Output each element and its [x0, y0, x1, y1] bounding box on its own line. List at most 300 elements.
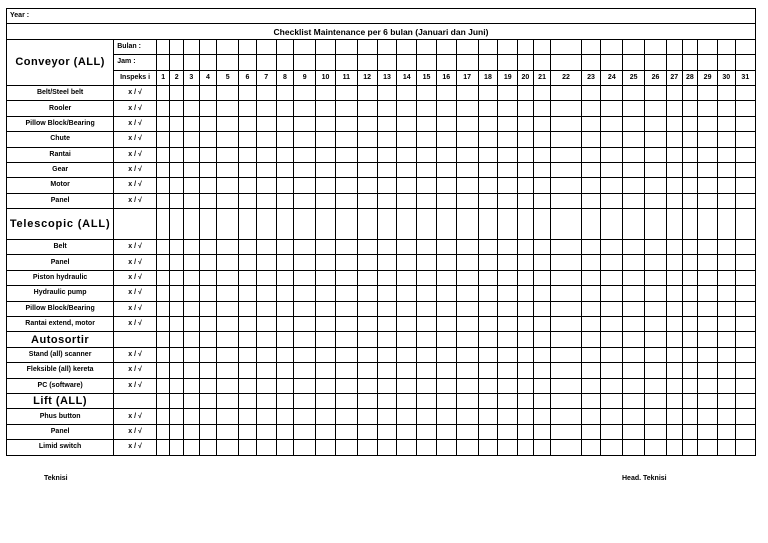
check-cell[interactable]: [256, 378, 276, 393]
check-cell[interactable]: [294, 286, 316, 301]
check-cell[interactable]: [498, 209, 518, 240]
check-cell[interactable]: [478, 363, 498, 378]
check-cell[interactable]: [551, 255, 581, 270]
check-cell[interactable]: [170, 286, 184, 301]
check-cell[interactable]: [666, 347, 682, 362]
check-cell[interactable]: [623, 317, 645, 332]
check-cell[interactable]: [682, 132, 698, 147]
check-cell[interactable]: [316, 347, 336, 362]
check-cell[interactable]: [170, 193, 184, 208]
check-cell[interactable]: [645, 332, 667, 347]
check-cell[interactable]: [239, 332, 257, 347]
check-cell[interactable]: [717, 317, 735, 332]
check-cell[interactable]: [551, 301, 581, 316]
check-cell[interactable]: [183, 347, 199, 362]
check-cell[interactable]: [156, 332, 170, 347]
check-cell[interactable]: [183, 132, 199, 147]
check-cell[interactable]: [601, 378, 623, 393]
check-cell[interactable]: [276, 85, 294, 100]
check-cell[interactable]: [717, 39, 735, 54]
check-cell[interactable]: [170, 85, 184, 100]
check-cell[interactable]: [551, 85, 581, 100]
check-cell[interactable]: [316, 424, 336, 439]
check-cell[interactable]: [357, 393, 377, 408]
check-cell[interactable]: [436, 162, 456, 177]
check-cell[interactable]: [357, 332, 377, 347]
check-cell[interactable]: [623, 39, 645, 54]
check-cell[interactable]: [735, 424, 755, 439]
check-cell[interactable]: [170, 116, 184, 131]
check-cell[interactable]: [645, 286, 667, 301]
check-cell[interactable]: [623, 347, 645, 362]
check-cell[interactable]: [533, 193, 551, 208]
check-cell[interactable]: [478, 162, 498, 177]
check-cell[interactable]: [498, 85, 518, 100]
check-cell[interactable]: [645, 147, 667, 162]
check-cell[interactable]: [518, 240, 534, 255]
check-cell[interactable]: [417, 55, 437, 70]
check-cell[interactable]: [276, 378, 294, 393]
check-cell[interactable]: [717, 178, 735, 193]
check-cell[interactable]: [698, 363, 718, 378]
check-cell[interactable]: [294, 85, 316, 100]
check-cell[interactable]: [156, 132, 170, 147]
check-cell[interactable]: [581, 147, 601, 162]
check-cell[interactable]: [478, 332, 498, 347]
check-cell[interactable]: [256, 39, 276, 54]
check-cell[interactable]: [518, 286, 534, 301]
check-cell[interactable]: [417, 162, 437, 177]
check-cell[interactable]: [498, 255, 518, 270]
check-cell[interactable]: [645, 132, 667, 147]
check-cell[interactable]: [170, 270, 184, 285]
check-cell[interactable]: [518, 178, 534, 193]
check-cell[interactable]: [478, 132, 498, 147]
check-cell[interactable]: [623, 378, 645, 393]
check-cell[interactable]: [698, 209, 718, 240]
check-cell[interactable]: [601, 55, 623, 70]
check-cell[interactable]: [735, 116, 755, 131]
check-cell[interactable]: [601, 240, 623, 255]
check-cell[interactable]: [199, 347, 217, 362]
check-cell[interactable]: [397, 317, 417, 332]
check-cell[interactable]: [518, 332, 534, 347]
check-cell[interactable]: [417, 286, 437, 301]
check-cell[interactable]: [498, 116, 518, 131]
check-cell[interactable]: [698, 424, 718, 439]
check-cell[interactable]: [256, 286, 276, 301]
check-cell[interactable]: [581, 85, 601, 100]
check-cell[interactable]: [170, 363, 184, 378]
check-cell[interactable]: [294, 393, 316, 408]
check-cell[interactable]: [417, 132, 437, 147]
check-cell[interactable]: [645, 162, 667, 177]
check-cell[interactable]: [417, 378, 437, 393]
check-cell[interactable]: [601, 286, 623, 301]
check-cell[interactable]: [417, 209, 437, 240]
check-cell[interactable]: [276, 270, 294, 285]
check-cell[interactable]: [601, 116, 623, 131]
check-cell[interactable]: [239, 317, 257, 332]
check-cell[interactable]: [518, 393, 534, 408]
check-cell[interactable]: [377, 178, 397, 193]
check-cell[interactable]: [436, 301, 456, 316]
check-cell[interactable]: [456, 301, 478, 316]
check-cell[interactable]: [717, 332, 735, 347]
check-cell[interactable]: [239, 409, 257, 424]
check-cell[interactable]: [170, 55, 184, 70]
check-cell[interactable]: [601, 147, 623, 162]
check-cell[interactable]: [417, 363, 437, 378]
check-cell[interactable]: [276, 332, 294, 347]
check-cell[interactable]: [551, 440, 581, 455]
check-cell[interactable]: [735, 378, 755, 393]
check-cell[interactable]: [735, 85, 755, 100]
check-cell[interactable]: [533, 440, 551, 455]
check-cell[interactable]: [170, 178, 184, 193]
check-cell[interactable]: [698, 286, 718, 301]
check-cell[interactable]: [601, 424, 623, 439]
check-cell[interactable]: [294, 147, 316, 162]
check-cell[interactable]: [717, 240, 735, 255]
check-cell[interactable]: [498, 132, 518, 147]
check-cell[interactable]: [417, 332, 437, 347]
check-cell[interactable]: [316, 286, 336, 301]
check-cell[interactable]: [717, 209, 735, 240]
check-cell[interactable]: [239, 363, 257, 378]
check-cell[interactable]: [276, 178, 294, 193]
check-cell[interactable]: [217, 440, 239, 455]
check-cell[interactable]: [199, 440, 217, 455]
check-cell[interactable]: [417, 393, 437, 408]
check-cell[interactable]: [682, 85, 698, 100]
check-cell[interactable]: [256, 424, 276, 439]
check-cell[interactable]: [698, 39, 718, 54]
check-cell[interactable]: [518, 85, 534, 100]
check-cell[interactable]: [478, 55, 498, 70]
check-cell[interactable]: [316, 162, 336, 177]
check-cell[interactable]: [498, 55, 518, 70]
check-cell[interactable]: [156, 440, 170, 455]
check-cell[interactable]: [666, 147, 682, 162]
check-cell[interactable]: [601, 332, 623, 347]
check-cell[interactable]: [183, 363, 199, 378]
check-cell[interactable]: [156, 347, 170, 362]
check-cell[interactable]: [551, 178, 581, 193]
check-cell[interactable]: [666, 240, 682, 255]
check-cell[interactable]: [456, 116, 478, 131]
check-cell[interactable]: [533, 332, 551, 347]
check-cell[interactable]: [666, 101, 682, 116]
check-cell[interactable]: [456, 101, 478, 116]
check-cell[interactable]: [217, 240, 239, 255]
check-cell[interactable]: [666, 255, 682, 270]
check-cell[interactable]: [397, 240, 417, 255]
check-cell[interactable]: [533, 147, 551, 162]
check-cell[interactable]: [645, 101, 667, 116]
check-cell[interactable]: [183, 255, 199, 270]
check-cell[interactable]: [199, 409, 217, 424]
check-cell[interactable]: [417, 409, 437, 424]
check-cell[interactable]: [645, 393, 667, 408]
check-cell[interactable]: [183, 39, 199, 54]
check-cell[interactable]: [156, 270, 170, 285]
check-cell[interactable]: [397, 255, 417, 270]
check-cell[interactable]: [717, 270, 735, 285]
check-cell[interactable]: [551, 286, 581, 301]
check-cell[interactable]: [335, 178, 357, 193]
check-cell[interactable]: [601, 255, 623, 270]
check-cell[interactable]: [183, 286, 199, 301]
check-cell[interactable]: [478, 240, 498, 255]
check-cell[interactable]: [377, 440, 397, 455]
check-cell[interactable]: [666, 286, 682, 301]
check-cell[interactable]: [666, 393, 682, 408]
check-cell[interactable]: [276, 363, 294, 378]
check-cell[interactable]: [601, 132, 623, 147]
check-cell[interactable]: [456, 55, 478, 70]
check-cell[interactable]: [436, 378, 456, 393]
check-cell[interactable]: [156, 424, 170, 439]
check-cell[interactable]: [478, 378, 498, 393]
check-cell[interactable]: [682, 193, 698, 208]
check-cell[interactable]: [518, 116, 534, 131]
check-cell[interactable]: [199, 39, 217, 54]
check-cell[interactable]: [698, 162, 718, 177]
check-cell[interactable]: [436, 347, 456, 362]
check-cell[interactable]: [294, 440, 316, 455]
check-cell[interactable]: [239, 393, 257, 408]
check-cell[interactable]: [170, 393, 184, 408]
check-cell[interactable]: [377, 209, 397, 240]
check-cell[interactable]: [239, 378, 257, 393]
check-cell[interactable]: [645, 409, 667, 424]
check-cell[interactable]: [666, 332, 682, 347]
check-cell[interactable]: [316, 85, 336, 100]
check-cell[interactable]: [551, 363, 581, 378]
check-cell[interactable]: [335, 347, 357, 362]
check-cell[interactable]: [397, 424, 417, 439]
check-cell[interactable]: [357, 424, 377, 439]
check-cell[interactable]: [183, 317, 199, 332]
check-cell[interactable]: [256, 178, 276, 193]
check-cell[interactable]: [183, 116, 199, 131]
check-cell[interactable]: [294, 193, 316, 208]
check-cell[interactable]: [623, 255, 645, 270]
check-cell[interactable]: [276, 286, 294, 301]
check-cell[interactable]: [478, 39, 498, 54]
check-cell[interactable]: [199, 132, 217, 147]
check-cell[interactable]: [316, 255, 336, 270]
check-cell[interactable]: [735, 409, 755, 424]
check-cell[interactable]: [581, 440, 601, 455]
check-cell[interactable]: [666, 270, 682, 285]
check-cell[interactable]: [239, 424, 257, 439]
check-cell[interactable]: [199, 147, 217, 162]
check-cell[interactable]: [256, 409, 276, 424]
check-cell[interactable]: [735, 240, 755, 255]
check-cell[interactable]: [217, 317, 239, 332]
check-cell[interactable]: [478, 409, 498, 424]
check-cell[interactable]: [717, 409, 735, 424]
check-cell[interactable]: [316, 270, 336, 285]
check-cell[interactable]: [316, 301, 336, 316]
check-cell[interactable]: [377, 255, 397, 270]
check-cell[interactable]: [335, 424, 357, 439]
check-cell[interactable]: [518, 55, 534, 70]
check-cell[interactable]: [417, 270, 437, 285]
check-cell[interactable]: [601, 317, 623, 332]
check-cell[interactable]: [666, 85, 682, 100]
check-cell[interactable]: [335, 409, 357, 424]
check-cell[interactable]: [294, 424, 316, 439]
check-cell[interactable]: [170, 209, 184, 240]
check-cell[interactable]: [498, 270, 518, 285]
check-cell[interactable]: [735, 193, 755, 208]
check-cell[interactable]: [357, 39, 377, 54]
check-cell[interactable]: [156, 378, 170, 393]
check-cell[interactable]: [601, 393, 623, 408]
check-cell[interactable]: [551, 347, 581, 362]
check-cell[interactable]: [533, 317, 551, 332]
check-cell[interactable]: [276, 209, 294, 240]
check-cell[interactable]: [156, 193, 170, 208]
check-cell[interactable]: [436, 440, 456, 455]
check-cell[interactable]: [417, 39, 437, 54]
check-cell[interactable]: [456, 409, 478, 424]
check-cell[interactable]: [183, 240, 199, 255]
check-cell[interactable]: [478, 101, 498, 116]
check-cell[interactable]: [294, 240, 316, 255]
check-cell[interactable]: [357, 409, 377, 424]
check-cell[interactable]: [199, 424, 217, 439]
check-cell[interactable]: [256, 55, 276, 70]
check-cell[interactable]: [357, 132, 377, 147]
check-cell[interactable]: [357, 178, 377, 193]
check-cell[interactable]: [666, 409, 682, 424]
check-cell[interactable]: [377, 39, 397, 54]
check-cell[interactable]: [436, 286, 456, 301]
check-cell[interactable]: [335, 147, 357, 162]
check-cell[interactable]: [199, 378, 217, 393]
check-cell[interactable]: [623, 286, 645, 301]
check-cell[interactable]: [478, 178, 498, 193]
check-cell[interactable]: [717, 440, 735, 455]
check-cell[interactable]: [276, 347, 294, 362]
check-cell[interactable]: [456, 255, 478, 270]
check-cell[interactable]: [581, 101, 601, 116]
check-cell[interactable]: [456, 393, 478, 408]
check-cell[interactable]: [601, 409, 623, 424]
check-cell[interactable]: [645, 363, 667, 378]
check-cell[interactable]: [357, 147, 377, 162]
check-cell[interactable]: [170, 255, 184, 270]
check-cell[interactable]: [239, 240, 257, 255]
check-cell[interactable]: [551, 39, 581, 54]
check-cell[interactable]: [456, 378, 478, 393]
check-cell[interactable]: [645, 301, 667, 316]
check-cell[interactable]: [735, 317, 755, 332]
check-cell[interactable]: [533, 378, 551, 393]
check-cell[interactable]: [294, 178, 316, 193]
check-cell[interactable]: [239, 255, 257, 270]
check-cell[interactable]: [581, 393, 601, 408]
check-cell[interactable]: [170, 240, 184, 255]
check-cell[interactable]: [199, 270, 217, 285]
check-cell[interactable]: [581, 178, 601, 193]
check-cell[interactable]: [397, 332, 417, 347]
check-cell[interactable]: [276, 317, 294, 332]
check-cell[interactable]: [478, 193, 498, 208]
check-cell[interactable]: [498, 409, 518, 424]
check-cell[interactable]: [256, 193, 276, 208]
check-cell[interactable]: [456, 178, 478, 193]
check-cell[interactable]: [183, 270, 199, 285]
check-cell[interactable]: [666, 162, 682, 177]
check-cell[interactable]: [436, 209, 456, 240]
check-cell[interactable]: [698, 378, 718, 393]
check-cell[interactable]: [239, 116, 257, 131]
check-cell[interactable]: [316, 378, 336, 393]
check-cell[interactable]: [623, 85, 645, 100]
check-cell[interactable]: [717, 193, 735, 208]
check-cell[interactable]: [623, 240, 645, 255]
check-cell[interactable]: [518, 39, 534, 54]
check-cell[interactable]: [581, 301, 601, 316]
check-cell[interactable]: [217, 116, 239, 131]
check-cell[interactable]: [601, 270, 623, 285]
check-cell[interactable]: [357, 440, 377, 455]
check-cell[interactable]: [581, 347, 601, 362]
check-cell[interactable]: [645, 209, 667, 240]
check-cell[interactable]: [436, 39, 456, 54]
check-cell[interactable]: [276, 409, 294, 424]
check-cell[interactable]: [183, 440, 199, 455]
check-cell[interactable]: [417, 255, 437, 270]
check-cell[interactable]: [397, 393, 417, 408]
check-cell[interactable]: [239, 85, 257, 100]
check-cell[interactable]: [199, 317, 217, 332]
check-cell[interactable]: [316, 440, 336, 455]
check-cell[interactable]: [436, 424, 456, 439]
check-cell[interactable]: [335, 39, 357, 54]
check-cell[interactable]: [456, 132, 478, 147]
check-cell[interactable]: [518, 440, 534, 455]
check-cell[interactable]: [456, 317, 478, 332]
check-cell[interactable]: [397, 209, 417, 240]
check-cell[interactable]: [377, 301, 397, 316]
check-cell[interactable]: [498, 363, 518, 378]
check-cell[interactable]: [239, 286, 257, 301]
check-cell[interactable]: [666, 116, 682, 131]
check-cell[interactable]: [183, 378, 199, 393]
check-cell[interactable]: [666, 363, 682, 378]
check-cell[interactable]: [551, 162, 581, 177]
check-cell[interactable]: [717, 363, 735, 378]
check-cell[interactable]: [397, 378, 417, 393]
check-cell[interactable]: [397, 286, 417, 301]
check-cell[interactable]: [478, 116, 498, 131]
check-cell[interactable]: [170, 162, 184, 177]
check-cell[interactable]: [183, 101, 199, 116]
check-cell[interactable]: [183, 332, 199, 347]
check-cell[interactable]: [717, 424, 735, 439]
check-cell[interactable]: [316, 317, 336, 332]
check-cell[interactable]: [498, 240, 518, 255]
check-cell[interactable]: [498, 317, 518, 332]
check-cell[interactable]: [170, 440, 184, 455]
check-cell[interactable]: [377, 286, 397, 301]
